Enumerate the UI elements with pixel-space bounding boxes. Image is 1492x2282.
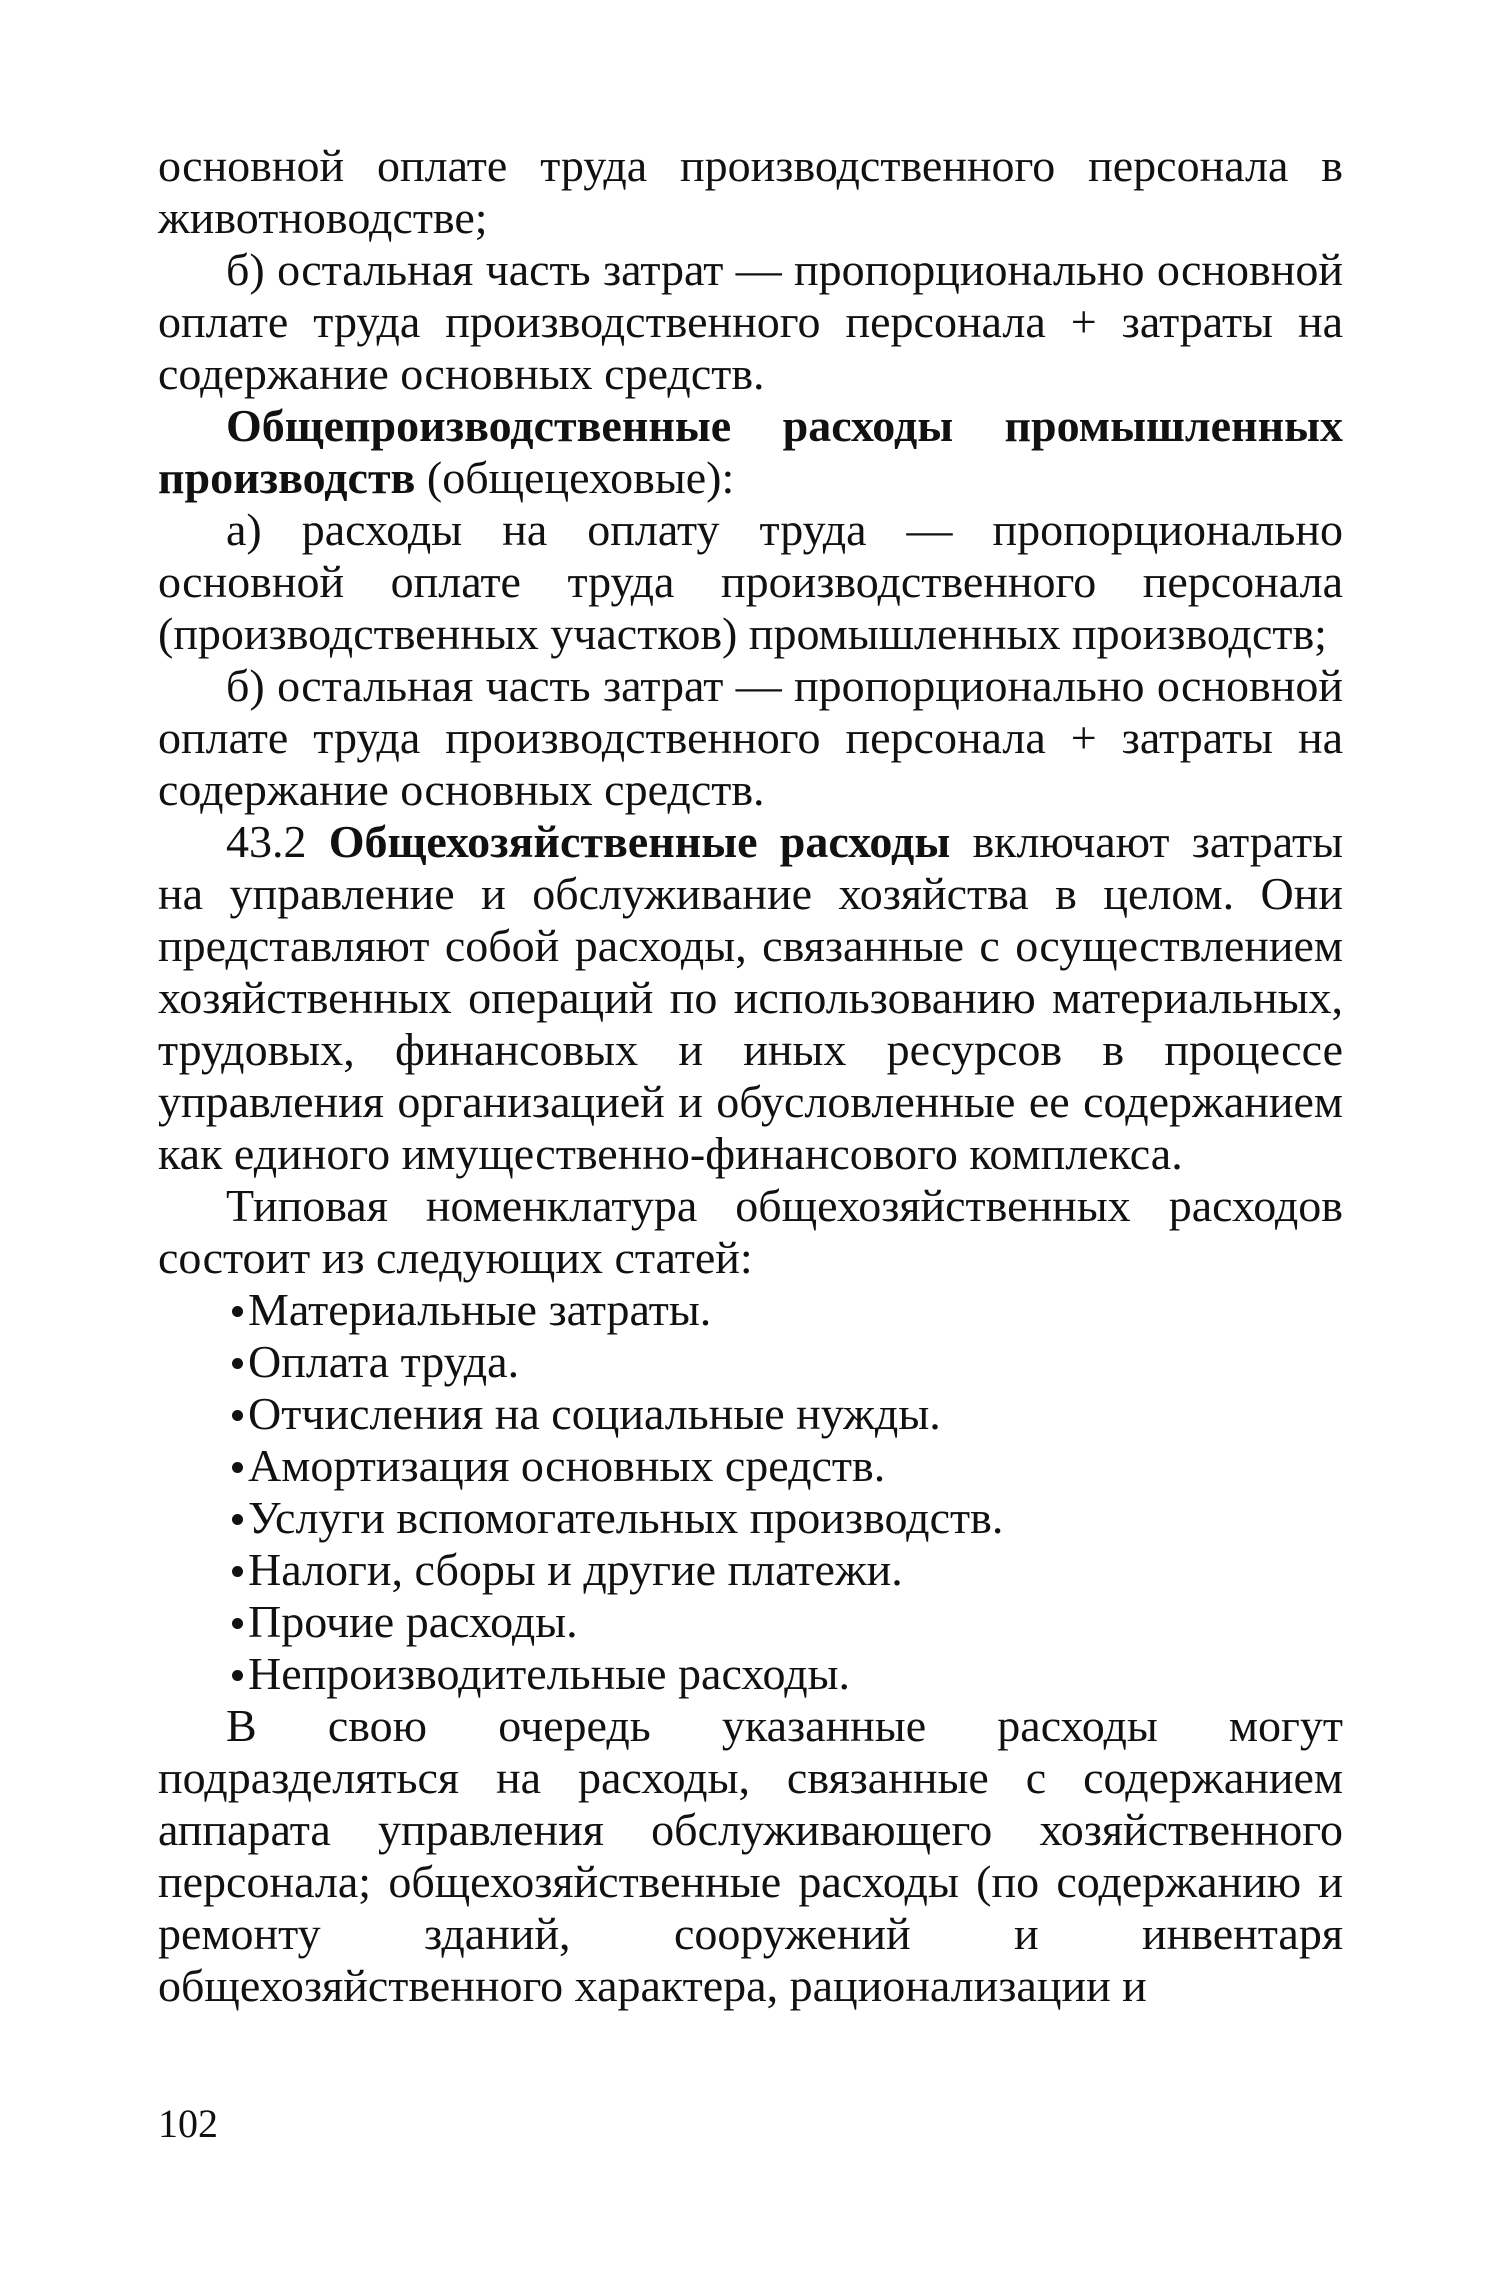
- list-item-text: Амортизация основных средств.: [248, 1440, 886, 1491]
- bullet-icon: [232, 1514, 243, 1525]
- list-item: [158, 1596, 1343, 1648]
- list-item-text: Материальные затраты.: [248, 1284, 712, 1335]
- bullet-icon: [232, 1618, 243, 1629]
- bullet-icon: [232, 1670, 243, 1681]
- paragraph-6: [158, 816, 1343, 1180]
- list-item-text: Оплата труда.: [248, 1336, 520, 1387]
- page-body: [158, 140, 1343, 2012]
- bullet-icon: [232, 1306, 243, 1317]
- list-item: [158, 1388, 1343, 1440]
- paragraph-4: а) расходы на оплату труда — пропорционально основной оплате труда производственного персонала (производственных участков) промышленных производств;: [158, 504, 1343, 659]
- expense-items-list: [158, 1284, 1343, 1700]
- paragraph-1: основной оплате труда производственного персонала в животноводстве;: [158, 140, 1343, 243]
- list-item: [158, 1544, 1343, 1596]
- list-item: [158, 1492, 1343, 1544]
- list-item: [158, 1648, 1343, 1700]
- bullet-icon: [232, 1566, 243, 1577]
- bullet-icon: [232, 1410, 243, 1421]
- list-item: [158, 1284, 1343, 1336]
- paragraph-3: [158, 400, 1343, 504]
- paragraph-8: В свою очередь указанные расходы могут подразделяться на расходы, связанные с содержанием аппарата управления обслуживающего хозяйственного персонала; общехозяйственные расходы (по содержанию и ремонту зданий, сооружений и инвентаря общехозяйственного характера, рационализации и: [158, 1700, 1343, 2011]
- heading-production-overhead: Общепроизводственные расходы промышленных производств: [158, 400, 1343, 503]
- page-number: 102: [158, 2101, 218, 2146]
- list-item-text: Налоги, сборы и другие платежи.: [248, 1544, 903, 1595]
- list-item-text: Отчисления на социальные нужды.: [248, 1388, 941, 1439]
- section-number: 43.2: [226, 816, 329, 867]
- paragraph-6-rest: включают затраты на управление и обслуживание хозяйства в целом. Они представляют собой расходы, связанные с осуществлением хозяйственных операций по использованию материальных, трудовых, финансовых и иных ресурсов в процессе управления организацией и обусловленные ее содержанием как единого имущественно-финансового комплекса.: [158, 816, 1343, 1179]
- bullet-icon: [232, 1358, 243, 1369]
- list-item-text: Услуги вспомогательных производств.: [248, 1492, 1004, 1543]
- paragraph-3-rest: (общецеховые):: [415, 452, 735, 503]
- paragraph-5: б) остальная часть затрат — пропорционально основной оплате труда производственного персонала + затраты на содержание основных средств.: [158, 660, 1343, 815]
- paragraph-7: Типовая номенклатура общехозяйственных расходов состоит из следующих статей:: [158, 1180, 1343, 1283]
- bullet-icon: [232, 1462, 243, 1473]
- list-item: [158, 1440, 1343, 1492]
- heading-general-expenses: Общехозяйственные расходы: [328, 816, 951, 867]
- paragraph-2: б) остальная часть затрат — пропорционально основной оплате труда производственного персонала + затраты на содержание основных средств.: [158, 244, 1343, 399]
- list-item-text: Прочие расходы.: [248, 1596, 578, 1647]
- list-item: [158, 1336, 1343, 1388]
- list-item-text: Непроизводительные расходы.: [248, 1648, 850, 1699]
